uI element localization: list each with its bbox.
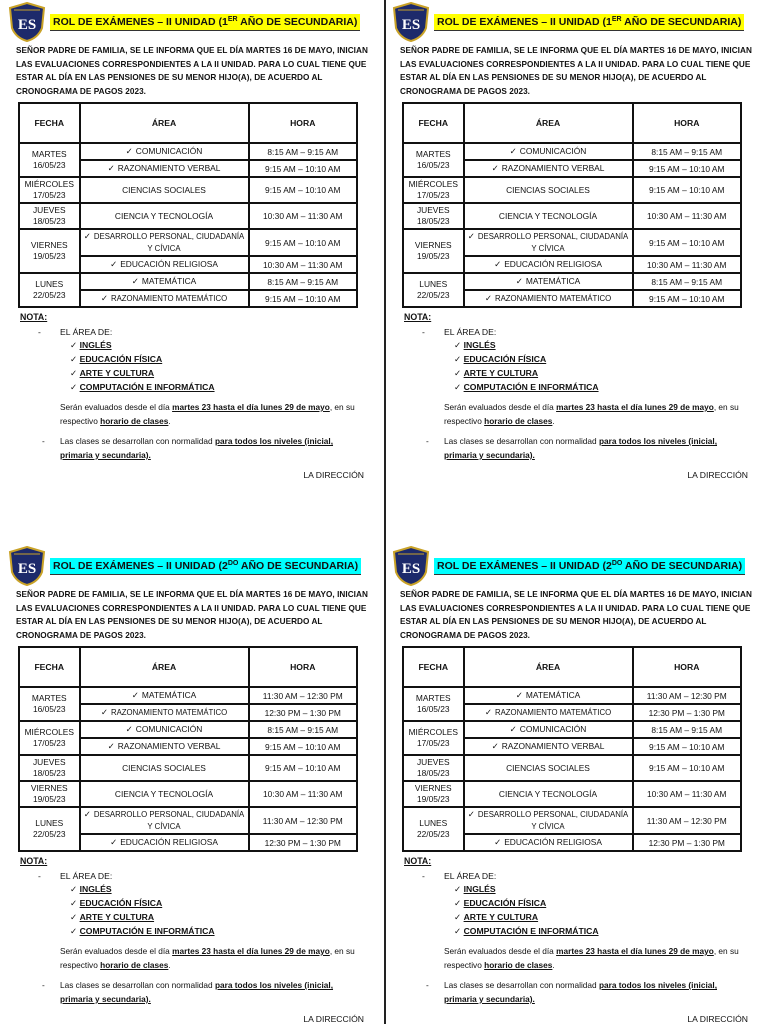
header-area: ÁREA <box>80 103 249 143</box>
cell-area: CIENCIAS SOCIALES <box>464 755 633 781</box>
vertical-divider <box>384 0 386 1024</box>
areas-list <box>70 338 378 394</box>
checkmark-icon: ✓ <box>454 898 464 908</box>
evaluation-note: Serán evaluados desde el día martes 23 hasta el día lunes 29 de mayo, en su respectivo horario de clases. <box>444 402 739 426</box>
checkmark-icon: ✓ <box>70 926 80 936</box>
signature-direccion: LA DIRECCIÓN <box>687 1014 748 1024</box>
cell-area: ✓ RAZONAMIENTO VERBAL <box>80 160 249 177</box>
cell-area: ✓ COMUNICACIÓN <box>80 143 249 160</box>
logo-text: ES <box>401 17 421 33</box>
sheet-1ro-left <box>8 0 378 536</box>
checkmark-icon: ✓ <box>491 163 499 174</box>
cell-hora: 9:15 AM – 10:10 AM <box>249 160 358 177</box>
cell-area: ✓ MATEMÁTICA <box>464 273 633 290</box>
cell-fecha: MARTES 16/05/23 <box>19 687 80 721</box>
checkmark-icon: ✓ <box>491 741 499 752</box>
cell-area: ✓ COMUNICACIÓN <box>464 721 633 738</box>
cell-fecha: LUNES 22/05/23 <box>403 807 464 851</box>
cell-hora: 8:15 AM – 9:15 AM <box>633 721 742 738</box>
cell-fecha: MARTES 16/05/23 <box>403 687 464 721</box>
table-row <box>403 807 741 834</box>
area-item: ✓ EDUCACIÓN FÍSICA <box>70 354 163 364</box>
title-end: AÑO DE SECUNDARIA) <box>621 15 742 28</box>
cell-area: ✓ RAZONAMIENTO VERBAL <box>464 160 633 177</box>
cell-hora: 9:15 AM – 10:10 AM <box>633 229 742 256</box>
area-item: ✓ ARTE Y CULTURA <box>454 912 539 922</box>
area-item: ✓ COMPUTACIÓN E INFORMÁTICA <box>70 382 215 392</box>
sheet-2do-left <box>8 544 378 1024</box>
sheet-header <box>8 0 378 44</box>
area-bullet: - EL ÁREA DE: <box>38 871 113 881</box>
table-row <box>403 721 741 738</box>
classes-note: - Las clases se desarrollan con normalidad para todos los niveles (inicial, primaria y secundaria). <box>42 980 334 1004</box>
table-row <box>19 807 357 834</box>
cell-area: ✓ DESARROLLO PERSONAL, CIUDADANÍA Y CÍVICA <box>464 229 633 256</box>
header-area: ÁREA <box>464 647 633 687</box>
cell-hora: 8:15 AM – 9:15 AM <box>249 721 358 738</box>
cell-hora: 10:30 AM – 11:30 AM <box>633 203 742 229</box>
cell-fecha: MARTES 16/05/23 <box>19 143 80 177</box>
area-item: ✓ INGLÉS <box>70 340 112 350</box>
checkmark-icon: ✓ <box>494 259 502 270</box>
cell-hora: 11:30 AM – 12:30 PM <box>249 807 358 834</box>
checkmark-icon: ✓ <box>454 368 464 378</box>
checkmark-icon: ✓ <box>131 276 139 287</box>
cell-fecha: JUEVES 18/05/23 <box>19 755 80 781</box>
cell-fecha: VIERNES 19/05/23 <box>19 229 80 273</box>
table-row <box>403 203 741 229</box>
evaluation-note: Serán evaluados desde el día martes 23 hasta el día lunes 29 de mayo, en su respectivo horario de clases. <box>60 402 355 426</box>
cell-hora: 8:15 AM – 9:15 AM <box>249 143 358 160</box>
cell-hora: 12:30 PM – 1:30 PM <box>633 834 742 851</box>
area-bullet: - EL ÁREA DE: <box>38 327 113 337</box>
sheet-header <box>392 0 762 44</box>
table-row <box>403 687 741 704</box>
intro-text: SEÑOR PADRE DE FAMILIA, SE LE INFORMA QUE EL DÍA MARTES 16 DE MAYO, INICIAN LAS EVALUACIONES CORRESPONDIENTES A LA II UNIDAD. PARA LO CUAL TIENE QUE ESTAR AL DÍA EN LAS PENSIONES DE SU MENOR HIJO(A), DE ACUERDO AL CRONOGRAMA DE PAGOS 2023. <box>400 590 752 640</box>
cell-fecha: JUEVES 18/05/23 <box>403 755 464 781</box>
checkmark-icon: ✓ <box>494 837 502 848</box>
cell-hora: 12:30 PM – 1:30 PM <box>249 834 358 851</box>
cell-fecha: JUEVES 18/05/23 <box>19 203 80 229</box>
area-item: ✓ ARTE Y CULTURA <box>454 368 539 378</box>
checkmark-icon: ✓ <box>454 382 464 392</box>
title-superscript: ER <box>611 15 622 23</box>
nota-label: NOTA: <box>20 856 48 866</box>
cell-hora: 9:15 AM – 10:10 AM <box>249 738 358 755</box>
schedule-table <box>402 102 742 308</box>
sheet-title <box>50 14 360 31</box>
area-item: ✓ INGLÉS <box>454 884 496 894</box>
checkmark-icon: ✓ <box>70 898 80 908</box>
table-row <box>403 781 741 807</box>
table-row <box>403 143 741 160</box>
cell-area: CIENCIAS SOCIALES <box>80 755 249 781</box>
checkmark-icon: ✓ <box>454 884 464 894</box>
cell-area: ✓ DESARROLLO PERSONAL, CIUDADANÍA Y CÍVICA <box>464 807 633 834</box>
signature-direccion: LA DIRECCIÓN <box>303 1014 364 1024</box>
area-item: ✓ COMPUTACIÓN E INFORMÁTICA <box>454 926 599 936</box>
cell-area: CIENCIAS SOCIALES <box>80 177 249 203</box>
sheet-title <box>434 558 745 575</box>
areas-list <box>70 882 378 938</box>
header-hora: HORA <box>633 103 742 143</box>
cell-hora: 10:30 AM – 11:30 AM <box>249 256 358 273</box>
area-item: ✓ ARTE Y CULTURA <box>70 912 155 922</box>
title-main: ROL DE EXÁMENES – II UNIDAD (1 <box>53 15 228 28</box>
table-row <box>403 273 741 290</box>
intro-text: SEÑOR PADRE DE FAMILIA, SE LE INFORMA QUE EL DÍA MARTES 16 DE MAYO, INICIAN LAS EVALUACIONES CORRESPONDIENTES A LA II UNIDAD. PARA LO CUAL TIENE QUE ESTAR AL DÍA EN LAS PENSIONES DE SU MENOR HIJO(A), DE ACUERDO AL CRONOGRAMA DE PAGOS 2023. <box>400 46 752 96</box>
checkmark-icon: ✓ <box>131 690 139 701</box>
header-area: ÁREA <box>464 103 633 143</box>
table-row <box>19 143 357 160</box>
cell-hora: 8:15 AM – 9:15 AM <box>633 273 742 290</box>
checkmark-icon: ✓ <box>467 231 475 241</box>
checkmark-icon: ✓ <box>515 690 523 701</box>
schedule-table <box>402 646 742 852</box>
checkmark-icon: ✓ <box>454 912 464 922</box>
header-hora: HORA <box>249 647 358 687</box>
checkmark-icon: ✓ <box>83 809 91 819</box>
cell-hora: 11:30 AM – 12:30 PM <box>249 687 358 704</box>
checkmark-icon: ✓ <box>100 706 108 717</box>
checkmark-icon: ✓ <box>70 382 80 392</box>
nota-label: NOTA: <box>20 312 48 322</box>
cell-hora: 8:15 AM – 9:15 AM <box>633 143 742 160</box>
cell-hora: 10:30 AM – 11:30 AM <box>249 203 358 229</box>
area-item: ✓ COMPUTACIÓN E INFORMÁTICA <box>70 926 215 936</box>
cell-fecha: VIERNES 19/05/23 <box>403 229 464 273</box>
cell-area: CIENCIA Y TECNOLOGÍA <box>464 203 633 229</box>
checkmark-icon: ✓ <box>509 724 517 735</box>
cell-hora: 11:30 AM – 12:30 PM <box>633 687 742 704</box>
checkmark-icon: ✓ <box>454 340 464 350</box>
title-main: ROL DE EXÁMENES – II UNIDAD (2 <box>53 559 228 572</box>
area-item: ✓ INGLÉS <box>454 340 496 350</box>
cell-hora: 11:30 AM – 12:30 PM <box>633 807 742 834</box>
cell-hora: 8:15 AM – 9:15 AM <box>249 273 358 290</box>
cell-hora: 9:15 AM – 10:10 AM <box>249 229 358 256</box>
areas-list <box>454 338 762 394</box>
sheet-title <box>434 14 744 31</box>
area-bullet: - EL ÁREA DE: <box>422 871 497 881</box>
checkmark-icon: ✓ <box>454 354 464 364</box>
table-row <box>19 687 357 704</box>
checkmark-icon: ✓ <box>509 146 517 157</box>
cell-fecha: MARTES 16/05/23 <box>403 143 464 177</box>
cell-fecha: LUNES 22/05/23 <box>19 807 80 851</box>
cell-hora: 9:15 AM – 10:10 AM <box>633 738 742 755</box>
shield-crest-icon <box>8 546 46 586</box>
shield-crest-icon <box>392 546 430 586</box>
header-fecha: FECHA <box>403 647 464 687</box>
table-row <box>403 229 741 256</box>
cell-fecha: JUEVES 18/05/23 <box>403 203 464 229</box>
title-end: AÑO DE SECUNDARIA) <box>622 559 743 572</box>
checkmark-icon: ✓ <box>70 912 80 922</box>
cell-area: ✓ EDUCACIÓN RELIGIOSA <box>80 834 249 851</box>
cell-area: ✓ EDUCACIÓN RELIGIOSA <box>464 256 633 273</box>
cell-fecha: LUNES 22/05/23 <box>19 273 80 307</box>
nota-label: NOTA: <box>404 312 432 322</box>
sheet-header <box>392 544 762 588</box>
checkmark-icon: ✓ <box>100 292 108 303</box>
area-item: ✓ EDUCACIÓN FÍSICA <box>454 354 547 364</box>
cell-area: ✓ COMUNICACIÓN <box>464 143 633 160</box>
cell-area: ✓ RAZONAMIENTO MATEMÁTICO <box>464 704 633 721</box>
cell-hora: 10:30 AM – 11:30 AM <box>633 256 742 273</box>
area-item: ✓ INGLÉS <box>70 884 112 894</box>
cell-hora: 9:15 AM – 10:10 AM <box>249 290 358 307</box>
checkmark-icon: ✓ <box>110 259 118 270</box>
nota-label: NOTA: <box>404 856 432 866</box>
checkmark-icon: ✓ <box>107 163 115 174</box>
cell-area: ✓ EDUCACIÓN RELIGIOSA <box>80 256 249 273</box>
cell-hora: 12:30 PM – 1:30 PM <box>249 704 358 721</box>
cell-area: CIENCIAS SOCIALES <box>464 177 633 203</box>
cell-fecha: MIÉRCOLES 17/05/23 <box>19 721 80 755</box>
cell-hora: 9:15 AM – 10:10 AM <box>249 755 358 781</box>
title-superscript: ER <box>227 15 238 23</box>
area-item: ✓ EDUCACIÓN FÍSICA <box>70 898 163 908</box>
table-row <box>19 273 357 290</box>
intro-text: SEÑOR PADRE DE FAMILIA, SE LE INFORMA QUE EL DÍA MARTES 16 DE MAYO, INICIAN LAS EVALUACIONES CORRESPONDIENTES A LA II UNIDAD. PARA LO CUAL TIENE QUE ESTAR AL DÍA EN LAS PENSIONES DE SU MENOR HIJO(A), DE ACUERDO AL CRONOGRAMA DE PAGOS 2023. <box>16 46 368 96</box>
table-row <box>403 177 741 203</box>
area-item: ✓ ARTE Y CULTURA <box>70 368 155 378</box>
evaluation-note: Serán evaluados desde el día martes 23 hasta el día lunes 29 de mayo, en su respectivo horario de clases. <box>60 946 355 970</box>
cell-area: ✓ MATEMÁTICA <box>80 273 249 290</box>
checkmark-icon: ✓ <box>484 706 492 717</box>
title-end: AÑO DE SECUNDARIA) <box>238 559 359 572</box>
logo-text: ES <box>17 561 37 577</box>
header-fecha: FECHA <box>403 103 464 143</box>
checkmark-icon: ✓ <box>70 368 80 378</box>
checkmark-icon: ✓ <box>83 231 91 241</box>
checkmark-icon: ✓ <box>70 354 80 364</box>
cell-hora: 9:15 AM – 10:10 AM <box>249 177 358 203</box>
checkmark-icon: ✓ <box>125 724 133 735</box>
cell-area: ✓ COMUNICACIÓN <box>80 721 249 738</box>
cell-fecha: MIÉRCOLES 17/05/23 <box>403 177 464 203</box>
classes-note: - Las clases se desarrollan con normalidad para todos los niveles (inicial, primaria y secundaria). <box>426 436 718 460</box>
cell-fecha: VIERNES 19/05/23 <box>403 781 464 807</box>
cell-area: ✓ MATEMÁTICA <box>80 687 249 704</box>
checkmark-icon: ✓ <box>454 926 464 936</box>
intro-text: SEÑOR PADRE DE FAMILIA, SE LE INFORMA QUE EL DÍA MARTES 16 DE MAYO, INICIAN LAS EVALUACIONES CORRESPONDIENTES A LA II UNIDAD. PARA LO CUAL TIENE QUE ESTAR AL DÍA EN LAS PENSIONES DE SU MENOR HIJO(A), DE ACUERDO AL CRONOGRAMA DE PAGOS 2023. <box>16 590 368 640</box>
checkmark-icon: ✓ <box>107 741 115 752</box>
cell-area: ✓ RAZONAMIENTO VERBAL <box>80 738 249 755</box>
checkmark-icon: ✓ <box>110 837 118 848</box>
checkmark-icon: ✓ <box>515 276 523 287</box>
logo-text: ES <box>17 17 37 33</box>
cell-area: ✓ RAZONAMIENTO MATEMÁTICO <box>80 290 249 307</box>
cell-hora: 9:15 AM – 10:10 AM <box>633 160 742 177</box>
table-row <box>19 177 357 203</box>
areas-list <box>454 882 762 938</box>
checkmark-icon: ✓ <box>484 292 492 303</box>
checkmark-icon: ✓ <box>125 146 133 157</box>
table-row <box>403 755 741 781</box>
cell-area: ✓ MATEMÁTICA <box>464 687 633 704</box>
checkmark-icon: ✓ <box>70 340 80 350</box>
checkmark-icon: ✓ <box>467 809 475 819</box>
area-bullet: - EL ÁREA DE: <box>422 327 497 337</box>
title-main: ROL DE EXÁMENES – II UNIDAD (2 <box>437 559 612 572</box>
area-item: ✓ COMPUTACIÓN E INFORMÁTICA <box>454 382 599 392</box>
cell-area: ✓ DESARROLLO PERSONAL, CIUDADANÍA Y CÍVICA <box>80 807 249 834</box>
cell-area: CIENCIA Y TECNOLOGÍA <box>80 781 249 807</box>
table-row <box>19 203 357 229</box>
evaluation-note: Serán evaluados desde el día martes 23 hasta el día lunes 29 de mayo, en su respectivo horario de clases. <box>444 946 739 970</box>
table-row <box>19 229 357 256</box>
header-fecha: FECHA <box>19 103 80 143</box>
title-main: ROL DE EXÁMENES – II UNIDAD (1 <box>437 15 612 28</box>
cell-fecha: MIÉRCOLES 17/05/23 <box>19 177 80 203</box>
sheet-header <box>8 544 378 588</box>
cell-area: ✓ DESARROLLO PERSONAL, CIUDADANÍA Y CÍVICA <box>80 229 249 256</box>
cell-area: ✓ RAZONAMIENTO VERBAL <box>464 738 633 755</box>
schedule-table <box>18 646 358 852</box>
cell-hora: 9:15 AM – 10:10 AM <box>633 177 742 203</box>
classes-note: - Las clases se desarrollan con normalidad para todos los niveles (inicial, primaria y secundaria). <box>426 980 718 1004</box>
header-hora: HORA <box>249 103 358 143</box>
table-row <box>19 755 357 781</box>
cell-hora: 10:30 AM – 11:30 AM <box>633 781 742 807</box>
cell-area: CIENCIA Y TECNOLOGÍA <box>464 781 633 807</box>
shield-crest-icon <box>8 2 46 42</box>
header-area: ÁREA <box>80 647 249 687</box>
classes-note: - Las clases se desarrollan con normalidad para todos los niveles (inicial, primaria y secundaria). <box>42 436 334 460</box>
table-row <box>19 781 357 807</box>
title-end: AÑO DE SECUNDARIA) <box>237 15 358 28</box>
header-hora: HORA <box>633 647 742 687</box>
signature-direccion: LA DIRECCIÓN <box>303 470 364 480</box>
cell-area: ✓ RAZONAMIENTO MATEMÁTICO <box>80 704 249 721</box>
header-fecha: FECHA <box>19 647 80 687</box>
schedule-table <box>18 102 358 308</box>
area-item: ✓ EDUCACIÓN FÍSICA <box>454 898 547 908</box>
signature-direccion: LA DIRECCIÓN <box>687 470 748 480</box>
cell-hora: 10:30 AM – 11:30 AM <box>249 781 358 807</box>
logo-text: ES <box>401 561 421 577</box>
sheet-1ro-right <box>392 0 762 536</box>
sheet-2do-right <box>392 544 762 1024</box>
cell-area: ✓ RAZONAMIENTO MATEMÁTICO <box>464 290 633 307</box>
cell-fecha: LUNES 22/05/23 <box>403 273 464 307</box>
title-superscript: DO <box>227 559 239 567</box>
checkmark-icon: ✓ <box>70 884 80 894</box>
cell-area: ✓ EDUCACIÓN RELIGIOSA <box>464 834 633 851</box>
cell-fecha: VIERNES 19/05/23 <box>19 781 80 807</box>
sheet-title <box>50 558 361 575</box>
cell-hora: 9:15 AM – 10:10 AM <box>633 290 742 307</box>
cell-area: CIENCIA Y TECNOLOGÍA <box>80 203 249 229</box>
shield-crest-icon <box>392 2 430 42</box>
cell-fecha: MIÉRCOLES 17/05/23 <box>403 721 464 755</box>
cell-hora: 12:30 PM – 1:30 PM <box>633 704 742 721</box>
cell-hora: 9:15 AM – 10:10 AM <box>633 755 742 781</box>
table-row <box>19 721 357 738</box>
title-superscript: DO <box>611 559 623 567</box>
